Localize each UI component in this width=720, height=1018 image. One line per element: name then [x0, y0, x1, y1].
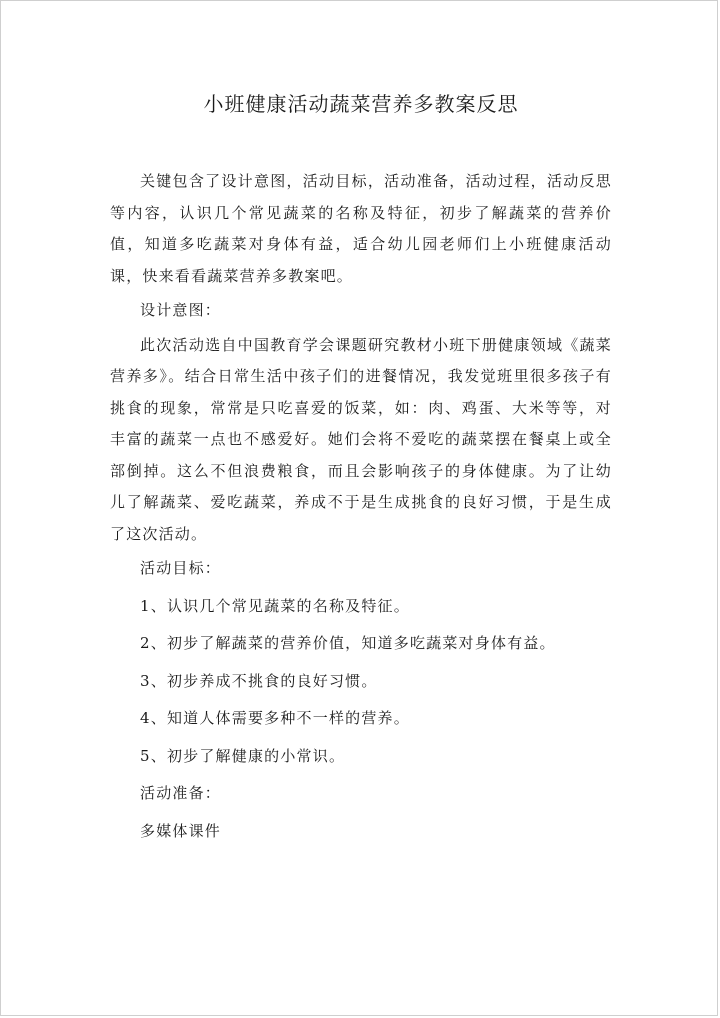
goal-item-4: 4、知道人体需要多种不一样的营养。: [140, 709, 410, 727]
intro-paragraph: 关键包含了设计意图，活动目标，活动准备，活动过程，活动反思等内容，认识几个常见蔬菜的名称及特征，初步了解蔬菜的营养价值，知道多吃蔬菜对身体有益，适合幼儿园老师们上小班健康活动课，快来看看蔬菜营养多教案吧。: [110, 172, 612, 285]
goal-item-2: 2、初步了解蔬菜的营养价值，知道多吃蔬菜对身体有益。: [140, 634, 556, 652]
goal-item-5: 5、初步了解健康的小常识。: [140, 746, 346, 765]
prep-heading: 活动准备：: [140, 784, 222, 802]
goals-heading: 活动目标：: [140, 559, 222, 577]
goal-item-3: 3、初步养成不挑食的良好习惯。: [140, 671, 378, 690]
document-header: [110, 84, 612, 124]
document-body: [110, 166, 612, 850]
design-heading: 设计意图：: [140, 301, 222, 319]
page-title: 小班健康活动蔬菜营养多教案反思: [203, 92, 519, 116]
design-paragraph: 此次活动选自中国教育学会课题研究教材小班下册健康领域《蔬菜营养多》。结合日常生活中孩子们的进餐情况，我发觉班里很多孩子有挑食的现象，常常是只吃喜爱的饭菜，如：肉、鸡蛋、大米等等，对丰富的蔬菜一点也不感爱好。她们会将不爱吃的蔬菜摆在餐桌上或全部倒掉。这么不但浪费粮食，而且会影响孩子的身体健康。为了让幼儿了解蔬菜、爱吃蔬菜，养成不于是生成挑食的良好习惯，于是生成了这次活动。: [110, 335, 612, 543]
goal-item-1: 1、认识几个常见蔬菜的名称及特征。: [140, 596, 410, 615]
prep-item: 多媒体课件: [140, 821, 222, 840]
